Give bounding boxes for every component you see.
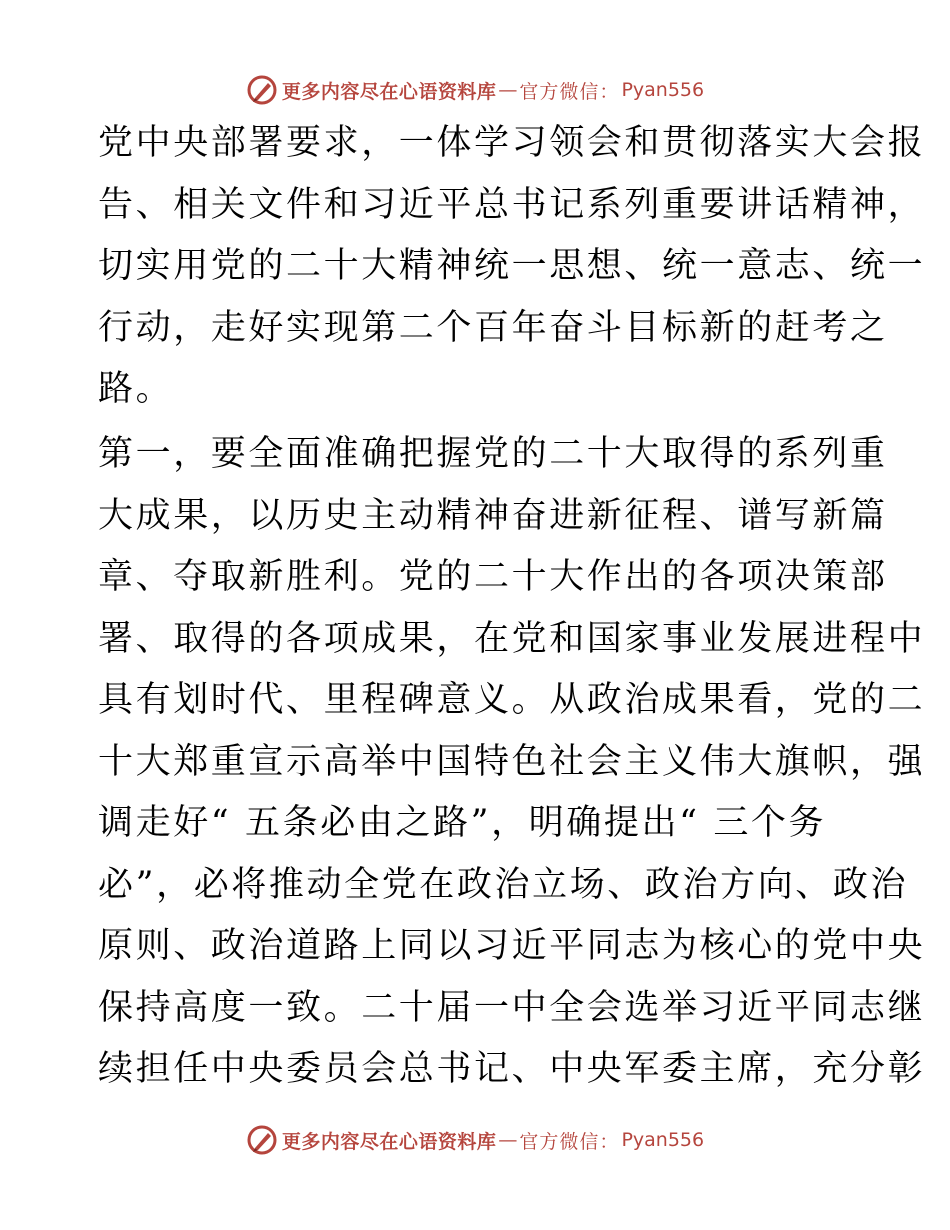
header-brand-text: 更多内容尽在心语资料库 <box>281 80 497 103</box>
text-line: 十大郑重宣示高举中国特色社会主义伟大旗帜，强 <box>98 741 926 782</box>
header-wechat-id: Pyan556 <box>621 79 705 101</box>
text-line: 必”，必将推动全党在政治立场、政治方向、政治 <box>98 864 909 905</box>
pen-logo-icon <box>246 74 278 106</box>
text-line: 保持高度一致。二十届一中全会选举习近平同志继 <box>98 987 926 1028</box>
text-line: 切实用党的二十大精神统一思想、统一意志、统一 <box>98 246 926 286</box>
text-line: 大成果，以历史主动精神奋进新征程、谱写新篇 <box>98 495 888 536</box>
text-line: 章、夺取新胜利。党的二十大作出的各项决策部 <box>98 557 888 597</box>
footer-banner <box>0 1120 950 1160</box>
text-line: 第一，要全面准确把握党的二十大取得的系列重 <box>98 434 888 474</box>
pen-logo-icon <box>246 1124 278 1156</box>
footer-brand-text: 更多内容尽在心语资料库 <box>281 1130 497 1153</box>
footer-separator: — <box>498 1129 518 1151</box>
footer-wechat-id: Pyan556 <box>621 1129 705 1151</box>
text-line: 调走好“ 五条必由之路”，明确提出“ 三个务 <box>98 803 827 843</box>
footer-wechat-label: 官方微信： <box>519 1130 620 1153</box>
header-banner <box>0 70 950 110</box>
paragraph-2 <box>98 424 926 1101</box>
text-line: 署、取得的各项成果，在党和国家事业发展进程中 <box>98 618 926 659</box>
paragraph-1 <box>98 113 926 421</box>
text-line: 党中央部署要求，一体学习领会和贯彻落实大会报 <box>98 123 926 163</box>
text-line: 告、相关文件和习近平总书记系列重要讲话精神， <box>98 184 926 225</box>
text-line: 原则、政治道路上同以习近平同志为核心的党中央 <box>98 926 926 966</box>
text-line: 路。 <box>98 369 174 409</box>
text-line: 续担任中央委员会总书记、中央军委主席，充分彰 <box>98 1049 926 1089</box>
text-line: 行动，走好实现第二个百年奋斗目标新的赶考之 <box>98 307 888 348</box>
text-line: 具有划时代、里程碑意义。从政治成果看，党的二 <box>98 680 926 720</box>
header-separator: — <box>498 79 518 101</box>
header-wechat-label: 官方微信： <box>519 80 620 103</box>
